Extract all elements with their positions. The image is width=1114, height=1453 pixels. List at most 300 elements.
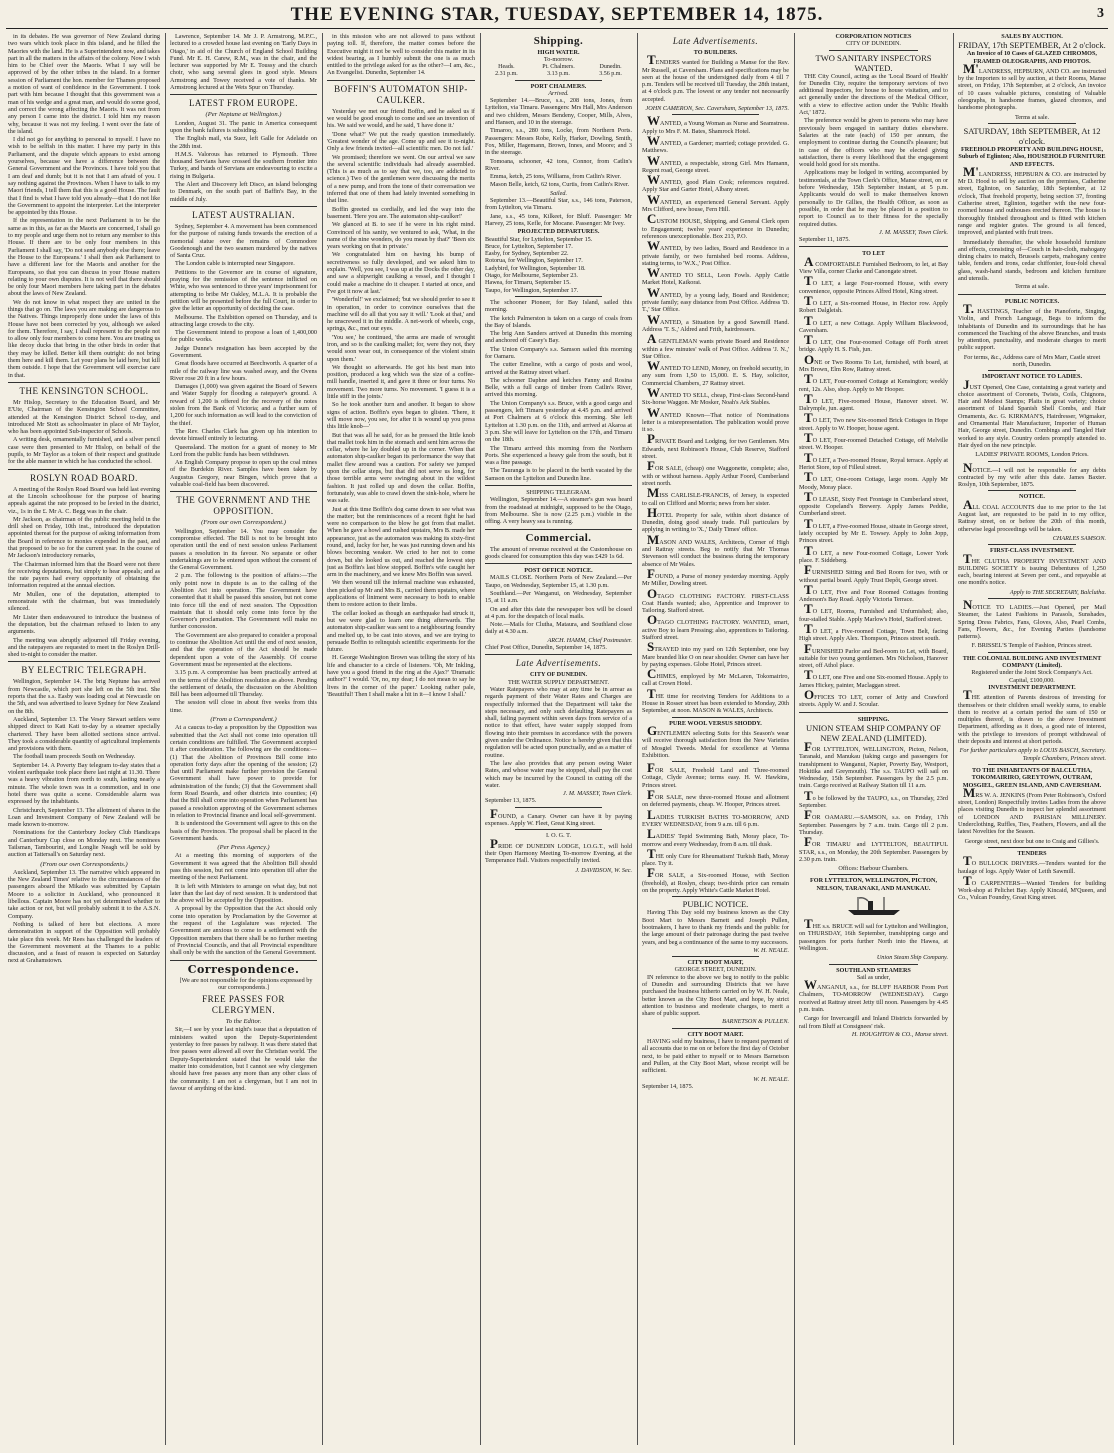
section-rule (8, 382, 160, 383)
corporation-notices-heading: CORPORATION NOTICES (835, 33, 912, 40)
notice-paragraph: Having This Day sold my business known as the City Boot Mart to Messrs Barnett and Joseph Pullen, bootmakers, I have to thank my friends and the public for the large amount of their patronage during the past twelve years, and beg a continuance of the same to my successors. (642, 909, 789, 946)
arrived-label: Arrived. (548, 89, 569, 97)
post-entry: MAILS CLOSE. Northern Ports of New Zealand.—Per Taupo, on Wednesday, September 15, at 1.30 p.m. (485, 574, 632, 589)
article-paragraph: We congratulated him on having his bump of secretiveness so fully developed, and we asked him to explain. 'Well, you see, I was up at the Docks the other day, and saw a shipwright caulking a vessel, and I thought I could make a machine do it cheaper. I started at once, and I've got it now at last.' (327, 251, 475, 295)
wool-heading: PURE WOOL VERSUS SHODDY. (669, 719, 762, 727)
classified-ad: STRAYED into my yard on 12th September, one bay Mare branded like O on near shoulder. Owner can have her by paying expenses. Globe Hotel, Princes street. (642, 639, 789, 668)
section-rule (515, 807, 602, 808)
to-let-heading: TO LET (862, 250, 885, 258)
article-paragraph: It is understood the Government will agree to this on the basis of the Provinces. The proposal shall be placed in the Government hands. (170, 820, 317, 842)
shipping-entry: Emma, ketch, 25 tons, Williams, from Catlin's River. (490, 173, 622, 181)
section-rule (170, 94, 317, 95)
section-rule (988, 461, 1076, 462)
article-paragraph: Lawrence, September 14. Mr J. P. Armstrong, M.P.C., lectured to a crowded house last evening on 'Early Days in Otago,' in aid of the Church of England School Building Fund. Mr E. H. Carew, R.M., was in the chair, and the lecturer was supported by Mr E. Toussy and the church choir, who sang several glees in good style. Messrs Armstrong and Towey received a vote of thanks. Mr Armstrong lectured at the Wets Spur on Thursday. (170, 33, 317, 92)
tide-time: 2.31 p.m. (495, 70, 518, 77)
subheading-govt: (From our own Correspondent.) (201, 519, 286, 527)
notice-paragraph: IN reference to the above we beg to notify to the public of Dunedin and surrounding Districts that we have purchased the business hitherto carried on by W. H. Neale, better known as the City Boot Mart, and hope, by strict attention to business and moderate charges, to merit a share of public support. (642, 973, 789, 1018)
section-rule (829, 874, 918, 875)
article-paragraph: 'Wonderful!' we exclaimed; 'but we should prefer to see it in operation, in order to convince ourselves that the machine will do all that you say it will.' 'Look at that,' and he unscrewed it in the middle. A net-work of wheels, cogs, springs, &c., met our eyes. (327, 296, 475, 333)
letter-paragraph: Sir,—I see by your last night's issue that a deputation of ministers waited upon the Deputy-Superintendent yesterday to free passes by railway. It was there stated that free passes were allowed all over the Christian world. The Deputy-Superintendent stated that he would take the matter into consideration, but I cannot see why clergymen should have free passes any more than any other class of the community. I am not a clergyman, but I am not in favour of anything of the kind. (170, 1026, 317, 1092)
sailing-notice: THE s.s. BRUCE will sail for Lyttelton and Wellington, on THURSDAY, 16th September, transhipping cargo and passengers for ports further North into the Hawea, at Wellington. (799, 916, 948, 952)
editorial-note: [We are not responsible for the opinions expressed by our correspondents.] (179, 976, 313, 991)
column-divider (794, 33, 795, 1445)
section-rule (988, 490, 1076, 491)
section-rule (988, 598, 1076, 599)
shipping-note: The brig Ann Sanders arrived at Dunedin this morning and anchored off Casey's Bay. (485, 330, 632, 345)
section-rule (672, 1028, 759, 1029)
classified-ad: FURNISHED Parlor and Bed-room to Let, with Board, suitable for two young gentlemen. Mrs Nicholson, Hanover street, off Athol place. (799, 640, 948, 670)
article-paragraph: H. George Washington Brown was telling the story of his life and character to a circle of listeners. 'Oh, Mr Inkling, have you a good friend in the ring at the Ajax?' 'Dramatic author?' I would. 'Or, no, my dear; I do not mean to say he lives in the corner of the paper.' Looking rather pale, 'Beautiful! Then I shall make a hit in it—I know I shall.' (327, 654, 475, 698)
shipping-entry: September 14.—Bruce, s.s., 208 tons, Jones, from Lyttelton, via Timaru. Passengers: Mrs Hall, Mrs Anderson and two children, Messrs Bendeny, Cooper, Mills, Alves, and Hansen, and 10 in the steerage. (485, 97, 632, 127)
classified-ad: TO LET, a new Cottage. Apply William Blackwood, Caversham. (799, 312, 948, 334)
article-paragraph: Mr Lister then endeavoured to introduce the business of the deputation, but the chairman refused to listen to any arguments. (8, 613, 160, 636)
article-paragraph: Wellington, September 14. You may consider the compromise effected. The Bill is not to be brought into operation until the end of next session unless Parliament passes a resolution in its favour. No separate or other undertakings are to be entered upon without the consent of the General Government. (170, 527, 317, 572)
section-rule (8, 469, 160, 470)
subheading-europe: (Per Neptune at Wellington.) (205, 111, 282, 119)
article-paragraph: H.M.S. Valorous has returned to Plymouth. Three thousand Servians have crossed the southern frontier into Turkey, and bands of Servians are endeavouring to excite a rising in Bulgaria. (170, 150, 317, 180)
classified-ad: PRIVATE Board and Lodging, for two Gentlemen. Mrs Edwards, next Robinson's House, Club Reserve, Stafford street. (642, 431, 789, 461)
tenders-heading: TENDERS (1017, 849, 1047, 857)
section-rule (672, 761, 759, 762)
article-paragraph: Nominations for the Canterbury Jockey Club Handicaps and Canterbury Cup close on Monday next. The nominees Tailsman, Tambourini, and Longlie Neagh will be sold by auction at Tattersall's on Saturday next. (8, 829, 160, 859)
article-paragraph: 'Done what?' We put the ready question immediately. 'Greatest wonder of the age. Come up and see it to-night. Only a few friends invited—all scientific men. Do not fail.' (327, 130, 475, 153)
classified-ad: TO BULLOCK DRIVERS.—Tenders wanted for the haulage of logs. Apply Water of Leith Sawmill. (958, 853, 1106, 875)
classified-ad: TO LET, Two new Six-roomed Brick Cottages in Hope street. Apply to W. Hooper, house agent. (799, 410, 948, 432)
sale-heading: FREEHOLD PROPERTY AND BUILDING HOUSE, Suburb of Eglinton; Also, HOUSEHOLD FURNITURE AND EFFECTS. (958, 145, 1106, 168)
classified-ad: MASON AND WALES, Architects, Corner of High and Rattray streets. Beg to notify that Mr Thomas Stevenson will conduct the business during the temporary absence of Mr Wales. (642, 531, 789, 568)
section-rule (515, 80, 602, 81)
signature: BARNETSON & PULLEN. (722, 1018, 789, 1026)
iogt-heading: I. O. G. T. (545, 832, 572, 840)
article-paragraph: The Government intend to propose a loan of 1,400,000 for public works. (170, 329, 317, 344)
city-heading: CITY OF DUNEDIN. (846, 40, 901, 48)
article-paragraph: The football team proceeds South on Wednesday. (13, 753, 136, 761)
sailed-label: Sailed. (549, 189, 567, 197)
tide-header: Heads. (498, 63, 515, 70)
departure-entry: Easby, for Sydney, September 22. (485, 250, 569, 258)
article-paragraph: The cellar looked as though an earthquake had struck it, but we were glad to learn one thing afterwards. The automaton ship-caulker was sent to a neighbouring foundry and melted up, to be cast into stoves, and we are trying to persuade Boffin to relinquish scientific experiments for the future. (327, 609, 475, 654)
article-paragraph: Nothing is talked of here but elections. A more demonstration in support of the Opposition will probably take place this week. Mr Rees has challenged the leaders of the Government movement at the Thames to a public discussion, and a feast of reason is expected on Saturday next at Grahamstown. (8, 920, 160, 965)
headline-latest-from-europe: LATEST FROM EUROPE. (188, 98, 299, 109)
classified-ad: TO LET, a Six-roomed House, in Hector row. Apply Robert Dalgleish. (799, 292, 948, 315)
headline-latest-australian: LATEST AUSTRALIAN. (192, 209, 295, 220)
classified-ad: TO LET, a new Four-roomed Cottage, Lower York place. F. Siddeberg. (799, 542, 948, 564)
signature: CHARLES SAMSON. (1052, 534, 1106, 542)
headline-commercial: Commercial. (525, 531, 592, 544)
letter-paragraph: in this mission who are not allowed to pass without paying toll. If, therefore, the matter comes before the Executive might it not be well to consider this matter in its widest bearing, as I humbly submit the one is as much entitled to the privilege asked for as the other?—I am, &c., An Evangelist. Dunedin, September 14. (327, 33, 475, 77)
classified-ad: FOR SALE, Freehold Land and Three-roomed Cottage, Clyde Avenue; terms easy. H. W. Hawkins, Princes street. (642, 760, 789, 789)
high-water-sub: To-morrow. (543, 56, 574, 64)
classified-ad: WANTED, a Situation by a good Sawmill Hand. Address 'T. S.,' Aldred and Frith, hairdressers. (642, 311, 789, 333)
section-rule (485, 654, 632, 655)
section-rule (988, 123, 1076, 124)
section-rule (988, 652, 1076, 653)
article-paragraph: September 14. A Poverty Bay telegram to-day states that a violent earthquake took place there last night at 11.30. There was a heavy vibration from north to south, lasting nearly a minute. The whole town was in a commotion, and in one hotel there was quite a scene. Considerable alarm was expressed by the inhabitants. (8, 761, 160, 806)
article-paragraph: At a meeting this morning of supporters of the Government it was agreed that the Abolition Bill should pass this session, but not come into operation till after the meeting of the next Parliament. (170, 852, 317, 882)
classified-ad: JUST Opened, One Case, containing a great variety and choice assortment of Coronets, Twists, Coils, Chignons, Hair and Modest Stamps; Plaits in great variety; choice assortment of Island Spanish Shell Combs, and Hair Ornaments, &c. G. KIRKMAN'S, Hairdresser, Wigmaker, and Ornamental Hair Manufacturer, Importer of Human Hair, George street, Dunedin. Combings and Tangled Hair worked to any style. Country orders promptly attended to. Hair dyed on the new principle. (958, 376, 1106, 449)
classified-ad: THE attention of Parents desirous of investing for themselves or their children small weekly sums, to enable them to receive at a certain period the sum of 150 or multiples thereof, is drawn to the above Investment Department, affording as it does, a good rate of interest, with the privilege to investors of prompt withdrawal of their deposits and interest at short periods. (958, 687, 1106, 746)
headline-late-advertisements: Late Advertisements. (515, 658, 602, 669)
subheading-agency: (Per Press Agency.) (217, 844, 270, 852)
classified-ad: THE only Cure for Rheumatism! Turkish Bath, Moray place. Try it. (642, 845, 789, 868)
steamship-icon (844, 895, 904, 917)
ladies-heading: IMPORTANT NOTICE TO LADIES. (981, 373, 1083, 381)
signature: Apply to THE SECRETARY, Balclutha. (1009, 588, 1106, 596)
section-rule (988, 847, 1076, 848)
article-paragraph: The Chairman informed him that the Board were not there for receiving deputations, but simply to hear appeals; and as the rate payers had every opportunity of obtaining the information required at the annual election. (8, 560, 160, 590)
section-rule (988, 764, 1076, 765)
article-paragraph: 'You see,' he continued, 'the arms are made of wrought iron, and so is the caulking mallet; for, were they not, they would soon wear out, in consequence of the violent strain upon them.' (327, 333, 475, 363)
notice-paragraph: The preference would be given to persons who may have previously been engaged in sanitary duties elsewhere. Salaries at the rate (each) of 150 per annum, the employment to continue during the Council's pleasure; but in case of the officers who may be elected giving satisfaction, there is every likelihood that the engagement would hold good for six months. (799, 117, 948, 169)
classified-ad: TO LET, a Two-roomed House, Royal terrace. Apply at Heriot Store, top of Filleul street. (799, 449, 948, 471)
article-paragraph: London, August 31. The panic in America consequent upon the bank failures is subsiding. (170, 119, 317, 134)
classified-ad: FOR SALE, new three-roomed House and allotment on deferred payments, cheap. W. Hooper, Princes street. (642, 787, 789, 809)
tide-header: Pt. Chalmers. (542, 63, 575, 70)
sale-heading: An Invoice of 10 Cases of GLAZED CHROMOS, FRAMED OLEOGRAPHS, AND PHOTOS. (967, 50, 1097, 65)
boot-mart-heading-2: CITY BOOT MART. (687, 1030, 744, 1038)
section-rule (988, 370, 1076, 371)
ad-signature: LADIES' PRIVATE ROOMS, London Prices. (975, 451, 1089, 459)
article-paragraph: in its debates. He was governor of New Zealand during two wars which took place in this island, and he filled the Maories with the land. He is a Superintendent now, and takes part in all the matters in the affairs of the colony. Now I wish him to be Chief over the Maoris. What I say will be approved of by the other tribes in the island. In a former session of Parliament the hon. member for Thames proposed a motion of want of confidence in the Government. I took part with him because I thought that this government was a man of his wedge and a great man, and would do some good, and correct the wrong affecting the Maoris. It was not from any person I came into the district. I told him my reason why, because it was not my feeling. I went over the fate of the island. (8, 33, 160, 135)
classified-ad: FOR SALE, a Six-roomed House, with Section (freehold), at Roslyn, cheap; two-thirds price can remain on the property. Apply White's Cattle Market Hotel. (642, 865, 789, 895)
shipping-note: The Tauranga is to be placed in the berth vacated by the Samson on the Lyttelton and Dunedin line. (485, 467, 632, 482)
shipping-entry: September 13.—Beautiful Star, s.s., 146 tons, Paterson, from Lyttelton, via Timaru. (485, 197, 632, 212)
article-paragraph: We then wound till the infernal machine was exhausted, then picked up Mr and Mrs B., carried them upstairs, where applications of liniment were necessary to both to enable them to restore action to their limbs. (327, 579, 475, 609)
sale-terms: Terms at sale. (1014, 113, 1050, 121)
company-note: Registered under the Joint Stock Company's Act. (971, 669, 1093, 677)
classified-ad: ONE or Two Rooms To Let, furnished, with board, at Mrs Brown, Elm Row, Rattray street. (799, 351, 948, 373)
company-capital: Capital, £100,000. (1009, 676, 1055, 684)
classified-ad: WANTED, a Young Woman as Nurse and Seamstress. Apply to Mrs F. M. Bates, Shamrock Hotel. (642, 113, 789, 135)
classified-ad: WANTED Known—That notice of Nominations letter is a misrepresentation. The publication would prove it so. (642, 404, 789, 434)
public-notices-heading: PUBLIC NOTICES. (1004, 297, 1060, 305)
classified-ad: TO LET, One Four-roomed Cottage off Forth street bridge. Apply H. S. Fish, jun. (799, 332, 948, 354)
sailing-notice: FOR OAMARU.—SAMSON, s.s. on Friday, 17th September. Passengers by 7 a.m. train. Cargo till 2 p.m. Thursday. (799, 807, 948, 836)
classified-ad: FURNISHED Sitting and Bed Room for two, with or without partial board. Apply Trust Depôt, George street. (799, 562, 948, 584)
sale-terms: Terms at sale. (1014, 283, 1050, 291)
dateline: Chief Post Office, Dunedin, September 14, 1875. (485, 644, 607, 652)
section-rule (170, 206, 317, 207)
high-water-heading: HIGH WATER. (537, 49, 580, 56)
article-paragraph: We promised; therefore we went. On our arrival we saw the several scientific individuals had already assembled. (This is as much as to say that we, too, are addicted to science.) Two of the gentlemen were discussing the merits of a new pump, and from the tone of their conversation we inferred that one of them had lately invented something in that line. (327, 153, 475, 205)
office-address: Offices: Harbour Chambers. (838, 865, 909, 873)
classified-ad: WANTED, by two ladies, Board and Residence in a private family, or two furnished bed rooms. Address, stating terms, to 'W.X.,' Post Office. (642, 238, 789, 267)
lyttelton-heading: FOR LYTTELTON, WELLINGTON, PICTON, NELSON, TARANAKI, AND MANUKAU. (810, 877, 937, 892)
section-rule (485, 485, 632, 486)
classified-ad: A GENTLEMAN wants private Board and Residence within a few minutes' walk of Post Office. Address 'J. N.,' Star Office. (642, 331, 789, 360)
article-paragraph: 2 p.m. The following is the position of affairs:—The only point now in dispute is as to the calling of the Abolition Act into operation. The Government have consented that it shall be passed this session, but not come into force till the end of next session. The Opposition maintain that it should only come into force by the Governor's proclamation. The Government will make no further concession. (170, 572, 317, 631)
masthead-rule (6, 28, 1108, 29)
builders-heading: TO BUILDERS. (693, 49, 738, 56)
classified-ad: TO LET, Four-roomed Cottage at Kensington; weekly rent, 12s. Also, shop. Apply to Mr Hooper. (799, 371, 948, 393)
section-rule (8, 661, 160, 662)
departure-entry: Bruce, for Lyttelton, September 17. (485, 242, 573, 250)
shipping-entry: Timaroo, s.s., 280 tons, Locke, from Northern Ports. Passengers: Messrs Robe, Kelly, Harker, Dowling, Smith, Fox, Miller, Hagemann, Brown, Innes, and Moore; and 3 in the steerage. (485, 127, 632, 157)
shipping-note: The cutter Emeline, with a cargo of posts and wool, arrived at the Rattray street wharf. (485, 361, 632, 376)
classified-ad: TENDERS wanted for Building a Manse for the Rev. Mr Russell, at Caversham. Plans and specifications may be seen at the house of the undersigned daily from 4 till 7 p.m. Tenders will be received till Tuesday, the 28th instant, at 4 o'clock p.m. The lowest or any tender not necessarily accepted. (642, 52, 789, 103)
classified-ad: TO LEASE, Sixty Feet Frontage in Cumberland street, opposite Copeland's Brewery. Apply James Peddie, Cumberland street. (799, 488, 948, 518)
headline-kensington-school: THE KENSINGTON SCHOOL. (19, 385, 149, 396)
article-paragraph: Mr Jackson, as chairman of the public meeting held in the drill shed on Friday, 10th inst., introduced the deputation appointed thereat for the purpose of asking information from the Board in reference to monies expended in the past, and that proposed to be so for the current year. In the course of Mr Jackson's introductory remarks, (8, 515, 160, 560)
classified-ad: CUSTOM HOUSE, Shipping, and General Clerk open to Engagement; twelve years' experience in Dunedin; references unexceptionable. Box 213, P.O. (642, 211, 789, 240)
classified-ad: OTAGO CLOTHING FACTORY. WANTED, smart, active Boy to learn Pressing; also, apprentices to Tailoring. Stafford street. (642, 612, 789, 641)
article-paragraph: A writing desk, ornamentally furnished, and a silver pencil case were then presented to Mr Hislop, on behalf of the pupils, to Mr Taylor as a token of their respect and gratitude for the able manner in which he has conducted the school. (8, 436, 160, 466)
classified-ad: FOR SALE, (cheap) one Waggonette, complete; also, with or without harness. Apply Arthur Foord, Cumberland street north. (642, 458, 789, 487)
headline-electric-telegraph: BY ELECTRIC TELEGRAPH. (21, 665, 147, 676)
public-notice-heading: PUBLIC NOTICE. (682, 899, 749, 910)
section-rule (170, 960, 317, 961)
commercial-note: The amount of revenue received at the Customhouse on goods cleared for consumption this day was £429 1s 6d. (485, 545, 632, 560)
classified-ad: PRIDE OF DUNEDIN LODGE, I.O.G.T., will hold their Open Harmony Meeting To-morrow Evening, at the Temperance Hall. Visitors respectfully invited. (485, 835, 632, 865)
auction-ad: M'LANDRESS, HEPBURN & CO. are instructed by Mr D. Hood to sell by auction on the premises, Catherine street, Eglinton, on Saturday, 18th September, at 12 o'clock, That freehold property, being section 37, fronting Catherine street, Eglinton, together with the new four-roomed house and outhouses erected thereon. The house is thoroughly finished throughout and is fitted with kitchen range and register grates. The ground is all fenced, improved, and planted with fruit trees. (958, 163, 1106, 237)
departure-entry: Otago, for Melbourne, September 23. (485, 272, 578, 280)
shipping-note: The Union Company's s.s. Bruce, with a good cargo and passengers, left Timaru yesterday at 4.45 p.m. and arrived at Port Chalmers at 6 o'clock this morning. She left Lyttelton at 1.30 p.m. on the 11th, and arrived at Akaroa at 3 p.m. She will leave for Lyttelton on the 17th, and Timaru on the 18th. (485, 399, 632, 444)
sailing-notice: To be followed by the TAUPO, s.s., on Thursday, 23rd September. (799, 787, 948, 810)
city-heading: CITY OF DUNEDIN. (529, 671, 588, 679)
column-2 (170, 33, 317, 1445)
boot-mart-address: GEORGE STREET, DUNEDIN. (674, 966, 757, 974)
classified-ad: GENTLEMEN selecting Suits for this Season's wear will receive thorough satisfaction from the New Varieties of Mosgiel Tweeds. Medal for excellence at Vienna Exhibition. (642, 722, 789, 759)
headline-late-advertisements: Late Advertisements. (672, 36, 759, 46)
classified-ad: NOTICE TO LADIES.—Just Opened, per Mail Steamer, the Latest Fashions in Parasols, Sunshades, Spring Dress Fabrics, Fans, Gloves, Also, Pearl Combs, Fans, Flowers, &c., for Evening Parties (handsome patterns). (958, 597, 1106, 641)
signature: For further particulars apply to LOUIS BASCH, Secretary. Temple Chambers, Princes street. (959, 747, 1106, 762)
article-paragraph: At a caucus to-day a proposition by the Opposition was submitted that the Act shall not come into operation till certain conditions are fulfilled. The Government accepted it after consideration. The following are the conditions:—(1) That the Abolition of Provinces Bill come into operation forty days after the opening of the session; (2) that until Parliament make further provision the General Government shall have power to provide for administration of the funds; (3) that the Government shall form Road Boards, and other districts into counties; (4) that the Bill shall come into operation when Parliament has passed a resolution approving of the Government schemes in relation to Provincial finance and local self-government. (170, 724, 317, 819)
section-rule (515, 296, 602, 297)
dateline: September 11, 1875. (799, 236, 850, 244)
classified-ad: OFFICES TO LET, corner of Jetty and Crawford streets. Apply W. and J. Scoular. (799, 687, 948, 709)
section-rule (988, 544, 1076, 545)
article-paragraph: Great floods have occurred at Beechworth. A quarter of a mile of the railway line was washed away, and the Ovens River rose 20 ft in a few hours. (170, 360, 317, 382)
article-paragraph: Wellington, September 14. The brig Neptune has arrived from Newcastle, which port she left on the 5th inst. She reports that the s.s. Easby was loading coal at Newcastle on the 5th, and was advertised to leave Sydney for New Zealand on the 8th. (8, 678, 160, 715)
headline-free-passes: FREE PASSES FOR CLERGYMEN. (202, 994, 285, 1016)
signature: J. DAVIDSON, W. Sec. (575, 866, 632, 874)
classified-ad: TO LET, Five and Four Roomed Cottages fronting Anderson's Bay Road. Apply Victoria Terrace. (799, 581, 948, 604)
section-rule (799, 712, 948, 713)
classified-ad: WANTED TO SELL, cheap, First-class Second-hand Six-horse Waggon. Mr Mosker, Noah's Ark Stables. (642, 384, 789, 407)
section-rule (485, 529, 632, 530)
section-rule (829, 964, 918, 965)
classified-ad: TO LET, Four-roomed Detached Cottage, off Melville street. W. Hooper. (799, 430, 948, 452)
sailing-notice: FOR TIMARU and LYTTELTON, BEAUTIFUL STAR, s.s., on Monday, the 20th September. Passengers by 2.30 p.m. train. (799, 834, 948, 863)
dateline: September 13, 1875. (485, 797, 537, 805)
subheading-correspondents: (From our own Correspondents.) (40, 860, 128, 868)
classified-ad: MISS CARLISLE-FRANCIS, of Jersey, is expected to call on Clifford and Morris; news from her sister. (642, 485, 789, 507)
masthead (0, 0, 1114, 28)
headline-correspondence: Correspondence. (187, 962, 300, 976)
departure-entry: Beautiful Star, for Lyttelton, September 15. (485, 235, 593, 243)
shipping-note: The Union Company's s.s. Samson sailed this morning for Oamaru. (485, 345, 632, 360)
page-number: 3 (1097, 6, 1104, 21)
article-paragraph: Mr Mullen, one of the deputation, attempted to remonstrate with the chairman, but was immediately silenced. (8, 590, 160, 613)
shipping-note: The ketch Palmerston is taken on a cargo of coals from the Bay of Islands. (485, 314, 632, 329)
section-rule (672, 114, 759, 115)
column-4 (485, 33, 632, 1445)
boot-mart-heading: CITY BOOT MART, (687, 959, 744, 967)
subheading-editor: To the Editor. (225, 1018, 262, 1026)
classified-ad: NOTICE.—I will not be responsible for any debts contracted by my wife after this date. James Baxter. Roslyn, 10th September, 1875. (958, 459, 1106, 489)
shipping-note: The Timaru arrived this morning from the Northern Ports. She experienced a heavy gale from the south, but it was a fine passage. (485, 444, 632, 467)
classified-ad: WANTED, a respectable, strong Girl. Mrs Hamann, Regent road, George street. (642, 152, 789, 174)
departure-entry: Ladybird, for Wellington, September 18. (485, 264, 586, 272)
article-paragraph: Christchurch, September 13. The allotment of shares in the Loan and Investment Company of New Zealand will be made known to-morrow. (8, 806, 160, 829)
subheading-press: (From a Correspondent.) (210, 716, 277, 724)
section-rule (829, 50, 918, 51)
article-paragraph: 3.15 p.m. A compromise has been practically arrived at on the terms of the Abolition resolution as above. Pending the settlement of details, the discussion on the Abolition Bill has been adjourned till Thursday. (170, 669, 317, 699)
section-rule (672, 717, 759, 718)
port-chalmers-heading: PORT CHALMERS. (530, 82, 587, 90)
classified-ad: TO LET, a Five-roomed House, situate in George street, lately occupied by Mr E. Towsey. Apply to John Jopp, Princes street. (799, 515, 948, 545)
sale-date: FRIDAY, 17th SEPTEMBER, At 2 o'clock. (958, 40, 1106, 51)
classified-ad: THE CLUTHA PROPERTY INVESTMENT AND BUILDING SOCIETY is issuing Debentures of 1,250 each, bearing interest at Seven per cent., and repayable at one month's notice. (958, 550, 1106, 587)
shipping-entry: Tomoana, schooner, 42 tons, Connor, from Catlin's River. (485, 157, 632, 172)
first-class-investment-heading: FIRST-CLASS INVESTMENT. (990, 547, 1074, 555)
article-paragraph: I did not go for anything to personal to myself. I have no wish to be selfish in this matter. I have my party in this Parliament, and the dispute which appears to exist among yourselves, because we have a difference between the General Government and the Provinces. I have told you that I am deaf and dumb; but it is not that I am afraid of you. I say nothing against the Provinces. When I have to talk to my Maori friends, I tell them that this is a good House. The fault that I find is what I have told you already—that I do not like the Government to appoint the interpreter. Let the interpreter be appointed by this House. (8, 136, 160, 217)
colonial-building-heading: THE COLONIAL BUILDING AND INVESTMENT COMPANY (Limited). (962, 654, 1102, 670)
signature: ARCH. HAMM, Chief Postmaster. (547, 636, 632, 644)
classified-ad: MRS W. A. JENKINS (From Peter Robinson's, Oxford street, London) Respectfully invites Ladies from the above places visiting Dunedin to inspect her splendid assortment of LONDON AND PARISIAN MILLINERY. Underclothing, Ruffles, Ties, Feathers, Flowers, and all the latest Novelties for the Season. (958, 784, 1106, 836)
section-rule (485, 563, 632, 564)
post-entry: Southland.—Per Wanganui, on Wednesday, September 15, at 11 a.m. (485, 590, 632, 605)
article-paragraph: But that was all he said, for as he pressed the little knob that mallet took him in the stomach and sent him across the cellar, where he lay doubled up in the corner. When that automaton ship-caulker began its performance the way that mallet flew around was a caution. For safety we jumped upon the cellar steps, but that did not serve us long, for those terrible arms were swinging about in the wildest fashion. It just rolled up and down the cellar. Boffin, fortunately, was able to crawl down the sink-hole, where he was safe. (327, 431, 475, 505)
section-rule (515, 829, 602, 830)
notice-paragraph: The law also provides that any person owing Water Rates, and whose water may be stopped, shall pay the cost which may be incurred by the Council in cutting off the water. (485, 759, 632, 789)
article-paragraph: Boffin greeted us cordially, and led the way into the basement. 'Here you are. The automaton ship-caulker!' (327, 205, 475, 220)
shipping-note: The schooner Pioneer, for Bay Island, sailed this morning. (485, 298, 632, 314)
classified-ad: TO LET, one Five and one Six-roomed House. Apply to James Hickey, painter, Maclaggan street. (799, 667, 948, 689)
southland-sub: Sail as under, (856, 973, 891, 981)
article-paragraph: Petitions to the Governor are in course of signature, praying for the remission of the sentence inflicted on White, who was sentenced to three years' imprisonment for attempting to bribe Mr Oakley, M.L.A. It is probable the petition will be presented before the full Court, in order to give the letter an opportunity of deciding the case. (170, 268, 317, 313)
article-paragraph: So he took another turn and another. It began to show signs of action. Boffin's eyes began to glisten. 'There, it will move now, you see, for after it is wound up you press this little knob—' (327, 401, 475, 431)
classified-ad: LADIES TURKISH BATHS TO-MORROW, AND EVERY WEDNESDAY, from 9 a.m. till 6 p.m. (642, 806, 789, 828)
column-divider (480, 33, 481, 1445)
signature: W. H. NEALE. (753, 946, 789, 954)
departure-entry: Rotorua, for Wellington, September 17. (485, 257, 583, 265)
headline-boffin: BOFFIN'S AUTOMATON SHIP-CAULKER. (334, 83, 468, 105)
sailing-notice: WANGANUI, s.s., for BLUFF HARBOR From Port Chalmers, TO-MORROW (WEDNESDAY). Cargo received at Rattray street Jetty till noon. Passengers by 4.45 p.m. train. (799, 977, 948, 1013)
column-7 (958, 33, 1106, 1445)
article-paragraph: Just at this time Boffin's dog came down to see what was the matter; but the reminiscences of a recent fight he had were no comparison to the blow he got from that mallet. When he gave a howl and rushed upstairs, Mrs B. made her appearance, just as the automaton was making its sixty-first round, and, lucky for her, he was just running down and his blows becoming weaker. We cried to her not to come down, but she looked us out, and reached the lowest step just as Boffin's last blow stopped. Boffin's wife caught her arm in the machinery, and we knew Mrs Boffin was saved. (327, 505, 475, 579)
article-paragraph: A proposal by the Opposition that the Act should only come into operation by Proclamation by the Governor at the request of the Legislature was rejected. The Government are anxious to come to a settlement with the Opposition members that there shall be no further meeting of Provincial Councils, and that all Provincial expenditure shall only be with the sanction of the General Government. (170, 905, 317, 957)
shipping-heading: SHIPPING. (857, 715, 890, 723)
post-entry: Note.—Mails for Clutha, Mataura, and Southland close daily at 4.30 a.m. (485, 621, 632, 636)
article-paragraph: We do not know in what respect they are united in the things that go on. The laws you are making are dangerous to the Natives. Things improperly done under the laws of this House have not been corrected by you, although we asked for them. Therefore, I say, I shall represent to the people not to allow only four members to come here. You are treating us like decoy ducks that bring in the other birds in order that they may be killed. Better kill them outright: do not bring them here and kill them. Let your plans be laid here, but kill them outside. I hope that the Government will exercise care in that. (8, 298, 160, 379)
article-paragraph: It is left with Ministers to arrange on what day, but not later than the last day of next session. It is understood that the above will be accepted by the Opposition. (170, 882, 317, 905)
headline-shipping: Shipping. (533, 35, 584, 47)
water-heading: THE WATER SUPPLY DEPARTMENT. (507, 678, 610, 686)
sale-date: SATURDAY, 18th SEPTEMBER, At 12 o'clock. (963, 125, 1101, 146)
departures-heading: PROJECTED DEPARTURES. (517, 228, 600, 236)
classified-ad: FOUND, a Canary. Owner can have it by paying expenses. Apply W. Fleet, Great King street. (485, 805, 632, 828)
article-paragraph: If the representation in the next Parliament is to be the same as in this, as far as the Maoris are concerned, I shall go to my people and urge them not to return any member to this House. If there are to be only four members in this Parliament I shall say, 'Do not send anybody else there; leave the House to the Europeans.' I shall then ask Parliament to have a different law for the Maoris and another for the Europeans, so that you can discuss in your House matters relating to your own disputes. It is not well that there should be only four Maori members here taking part in the debates about the laws of New Zealand. (8, 217, 160, 298)
classified-ad: ALL COAL ACCOUNTS due to me prior to the 1st August last, are requested to be paid in to my office, Rattray street, on or before the 20th of this month, otherwise legal proceedings will be taken. (958, 496, 1106, 533)
sales-by-auction-heading: SALES BY AUCTION. (1001, 33, 1063, 40)
tide-time: 3.56 p.m. (599, 70, 622, 77)
notice-heading: NOTICE. (1019, 493, 1045, 501)
column-6 (799, 33, 948, 1445)
classified-ad: CHIMES, employed by Mr McLaren, Tokomairiro, call at Crown Hotel. (642, 666, 789, 688)
post-entry: On and after this date the newspaper box will be closed at 4 p.m. for the despatch of local mails. (485, 605, 632, 620)
inspectors-heading: TWO SANITARY INSPECTORS WANTED. (815, 52, 932, 73)
union-company-heading: UNION STEAM SHIP COMPANY OF NEW ZEALAND (LIMITED). (805, 722, 942, 743)
signature: J. M. MASSEY, Town Clerk. (879, 228, 948, 236)
notice-paragraph: Water Ratepayers who may at any time be in arrear as regards payment of their Water Rates and Charges are respectfully informed that the Department will take the steps necessary, and only such defaulting Ratepayers as shall, failing payment within seven days from service of a notice to that effect, have water supply stopped from flowing into their premises in accordance with the powers given under the Ordinance. Notice is hereby given that this regulation will be acted upon punctually, and as a matter of routine. (485, 685, 632, 759)
article-paragraph: The Government are also prepared to consider a proposal to continue the Abolition Act until the end of next session, and that the operation of the Act should be made dependent upon a vote of the Assembly. Of course Government must be represented at the elections. (170, 631, 317, 668)
classified-ad: WANTED, good Plain Cook; references required. Apply Star and Garter Hotel, Albany street. (642, 172, 789, 194)
article-paragraph: Yesterday we met our friend Boffin, and he asked us if we would be good enough to come and see an invention of his. We said we would, and he said, 'I have done it.' (327, 107, 475, 130)
tide-table (485, 64, 632, 78)
article-paragraph: Sydney, September 4. A movement has been commenced for the purpose of raising funds towards the erection of a memorial statue over the remains of Commodore Goodenough and the two seamen murdered by the natives of Santa Cruz. (170, 222, 317, 260)
article-paragraph: The Rev. Charles Clark has given up his intention to devote himself entirely to lecturing. (170, 427, 317, 443)
classified-ad: WANTED, by a young lady, Board and Residence; private family; easy distance from Post Office. Address 'D. T.,' Star Office. (642, 284, 789, 314)
column-divider (165, 33, 166, 1445)
column-3 (327, 33, 475, 1445)
article-paragraph: A meeting of the Roslyn Road Board was held last evening at the Lincoln schoolhouse for the purpose of hearing appeals against the rate proposed to be levied in the district, viz., 1s in the £. Mr A. C. Begg was in the chair. (8, 485, 160, 515)
auction-paragraph: Immediately thereafter, the whole household furniture and effects, consisting of—Couch in hair-cloth, mahogany dining chairs to match, Brussels carpets, mahogany centre table, fenders and irons, cedar chiffonier, four-fold cheval glass, wash-hand stands, bedroom and kitchen furniture and utensils. (958, 238, 1106, 283)
headline-roslyn-road-board: ROSLYN ROAD BOARD. (30, 472, 138, 483)
article-paragraph: Auckland, September 13. The narrative which appeared in the New Zealand Times' relative to the circumstances of the passengers aboard the Mikado was submitted by Captain Moore to a solicitor in Auckland, who pronounced it libellous. Captain Moore has not yet determined whether to take action or not, but will probably submit it to the A.S.N. Company. (8, 868, 160, 920)
tide-time: 3.13 p.m. (547, 70, 570, 77)
post-office-heading: POST OFFICE NOTICE. (524, 567, 593, 575)
classified-ad: TO LET, Five-roomed House, Hanover street. W. Dalrymple, jun. agent. (799, 390, 948, 413)
classified-ad: WANTED, an experienced General Servant. Apply Mrs Clifford, new house, Fern Hill. (642, 191, 789, 214)
classified-ad: OTAGO CLOTHING FACTORY. FIRST-CLASS Coat Hands wanted; also, Apprentice and Improver to Tailoring. Stafford street. (642, 585, 789, 615)
signature: W. H. NEALE. (753, 1075, 789, 1083)
classified-ad: TO LET, Rooms, Furnished and Unfurnished; also, four-stalled Stable. Apply Marlow's Hotel, Stafford street. (799, 601, 948, 623)
southland-heading: SOUTHLAND STEAMERS (836, 966, 911, 974)
sailing-notice: FOR LYTTELTON, WELLINGTON, Picton, Nelson, Taranaki, and Manukau (taking cargo and passengers for transhipment to Wanganui, Napier, Poverty Bay, Westport, Hokitika and Greymouth). The s.s. TAUPO will sail on Wednesday, 15th September. Passengers by the 2.5 p.m. train. Cargo received at Railway Station till 11 a.m. (799, 738, 948, 790)
section-rule (672, 896, 759, 897)
column-5 (642, 33, 789, 1445)
article-paragraph: Damages (1,000) was given against the Board of Sewers and Water Supply for flooding a ratepayer's ground. A reward of 1,200 is offered for the recovery of the notes stolen from the Bank of Victoria; and a further sum of 1,200 for such information as will lead to the conviction of the thief. (170, 383, 317, 427)
classified-ad: WANTED, a Gardener; married; cottage provided. G. Matthews. (642, 132, 789, 155)
ad-address: For terms, &c., Address care of Mrs Marr, Castle street north, Dunedin. (963, 353, 1101, 368)
classified-ad: TO LET, One-room Cottage, large room. Apply Mr Moody, Moray place. (799, 469, 948, 491)
shipping-telegram: Wellington, September 14.—A steamer's gun was heard from the roadstead at midnight, supposed to be the Otago, from Melbourne. She is now (2.25 p.m.) visible in the offing. A very heavy sea is running. (485, 496, 632, 526)
newspaper-title: THE EVENING STAR, TUESDAY, SEPTEMBER 14, 1875. (290, 4, 824, 25)
article-paragraph: Melbourne. The Exhibition opened on Thursday, and is attracting large crowds to the city. (170, 313, 317, 328)
column-divider (322, 33, 323, 1445)
investment-department-heading: INVESTMENT DEPARTMENT. (988, 683, 1076, 691)
classified-ad: WANTED TO LEND, Money, on freehold security, in any sum from 1,50 to 15,000. E. S. Hay, solicitor, Commercial Chambers, 27 Rattray street. (642, 358, 789, 387)
section-rule (958, 294, 1106, 295)
section-rule (672, 956, 759, 957)
signature: JOHN CAMERON, Sec. Caversham, September 13, 1875. (645, 105, 789, 113)
signature: J. M. MASSEY, Town Clerk. (563, 790, 632, 798)
article-paragraph: An English Company propose to open up the coal mines of the Burdekin River. Samples have been taken by Augustus Gregory, near Bingen, which prove that a valuable coal-field has been discovered. (170, 459, 317, 489)
column-divider (953, 33, 954, 1445)
shipping-entry: Jane, s.s., 45 tons, Kilkeet, for Bluff. Passenger: Mr Harvey, 25 tons, Kefle, for Mocane. Passenger: Mr Ivey. (485, 212, 632, 227)
article-paragraph: Judge Dunne's resignation has been accepted by the Government. (170, 344, 317, 359)
departure-entry: Hawea, for Timaru, September 15. (485, 279, 571, 287)
notice-paragraph: Cargo for Invercargill and Inland Districts forwarded by rail from Bluff at Consignees' risk. (799, 1015, 948, 1030)
signature: Union Steam Ship Company. (876, 954, 948, 962)
classified-ad: T. HASTINGS, Teacher of the Pianoforte, Singing, Violin, and French Language, Begs to inform the inhabitants of Dunedin and its surroundings that he has commenced the Teaching of the above Branches, and trusts by attention, punctuality, and moderate charges to merit public support. (958, 300, 1106, 352)
article-paragraph: We thought so afterwards. He got his best man into position, produced a keg which was the size of a coffee-mill handle, inserted it, and gave it three or four turns. No movement. Two more turns. No movement. 'I guess it is a little stiff in the joints.' (327, 363, 475, 401)
departure-entry: Taupo, for Wellington, September 17. (485, 286, 579, 294)
column-1 (8, 33, 160, 1445)
classified-ad: LADIES' Tepid Swimming Bath, Moray place, To-morrow and every Wednesday, from 8 a.m. till dusk. (642, 826, 789, 848)
shipping-telegram-heading: SHIPPING TELEGRAM. (526, 489, 591, 497)
notice-paragraph: THE City Council, acting as the 'Local Board of Health' for Dunedin City, require the temporary services of two additional Inspectors, for house to house visitation, and to act generally under the directions of the Medical Officer, with a view to effective action under the 'Public Health Act,' 1872. (799, 72, 948, 117)
ad-address: George street, next door but one to Craig and Gillies's. (964, 837, 1100, 845)
classified-ad: FOUND, a Purse of money yesterday morning. Apply Mr Miller, Dowling street. (642, 565, 789, 588)
article-paragraph: Mr Hislop, Secretary to the Education Board, and Mr E'Ute, Chairman of the Kensington School Committee, attended at the Kensington District School to-day, and introduced Mr Stott as schoolmaster in place of Mr Taylor, who has been appointed Sub-inspector of Schools. (8, 398, 160, 436)
article-paragraph: The London cable is interrupted near Singapore. (175, 260, 295, 268)
article-paragraph: The session will close in about five weeks from this time. (170, 699, 317, 714)
tide-header: Dunedin. (599, 63, 622, 70)
notice-paragraph: HAVING sold my business, I have to request payment of all accounts due to me on or before the first day of October next, to be paid either to myself or to Messrs Barnetson and Pullen, at the City Boot Mart, whose receipt will be sufficient. (642, 1038, 789, 1075)
article-paragraph: We glanced at B. to see if he were in his right mind. Convinced of his sanity, we ventured to ask, 'What, in the name of the nine wonders, do you mean by that?' 'Been six years working on that in private.' (327, 221, 475, 251)
